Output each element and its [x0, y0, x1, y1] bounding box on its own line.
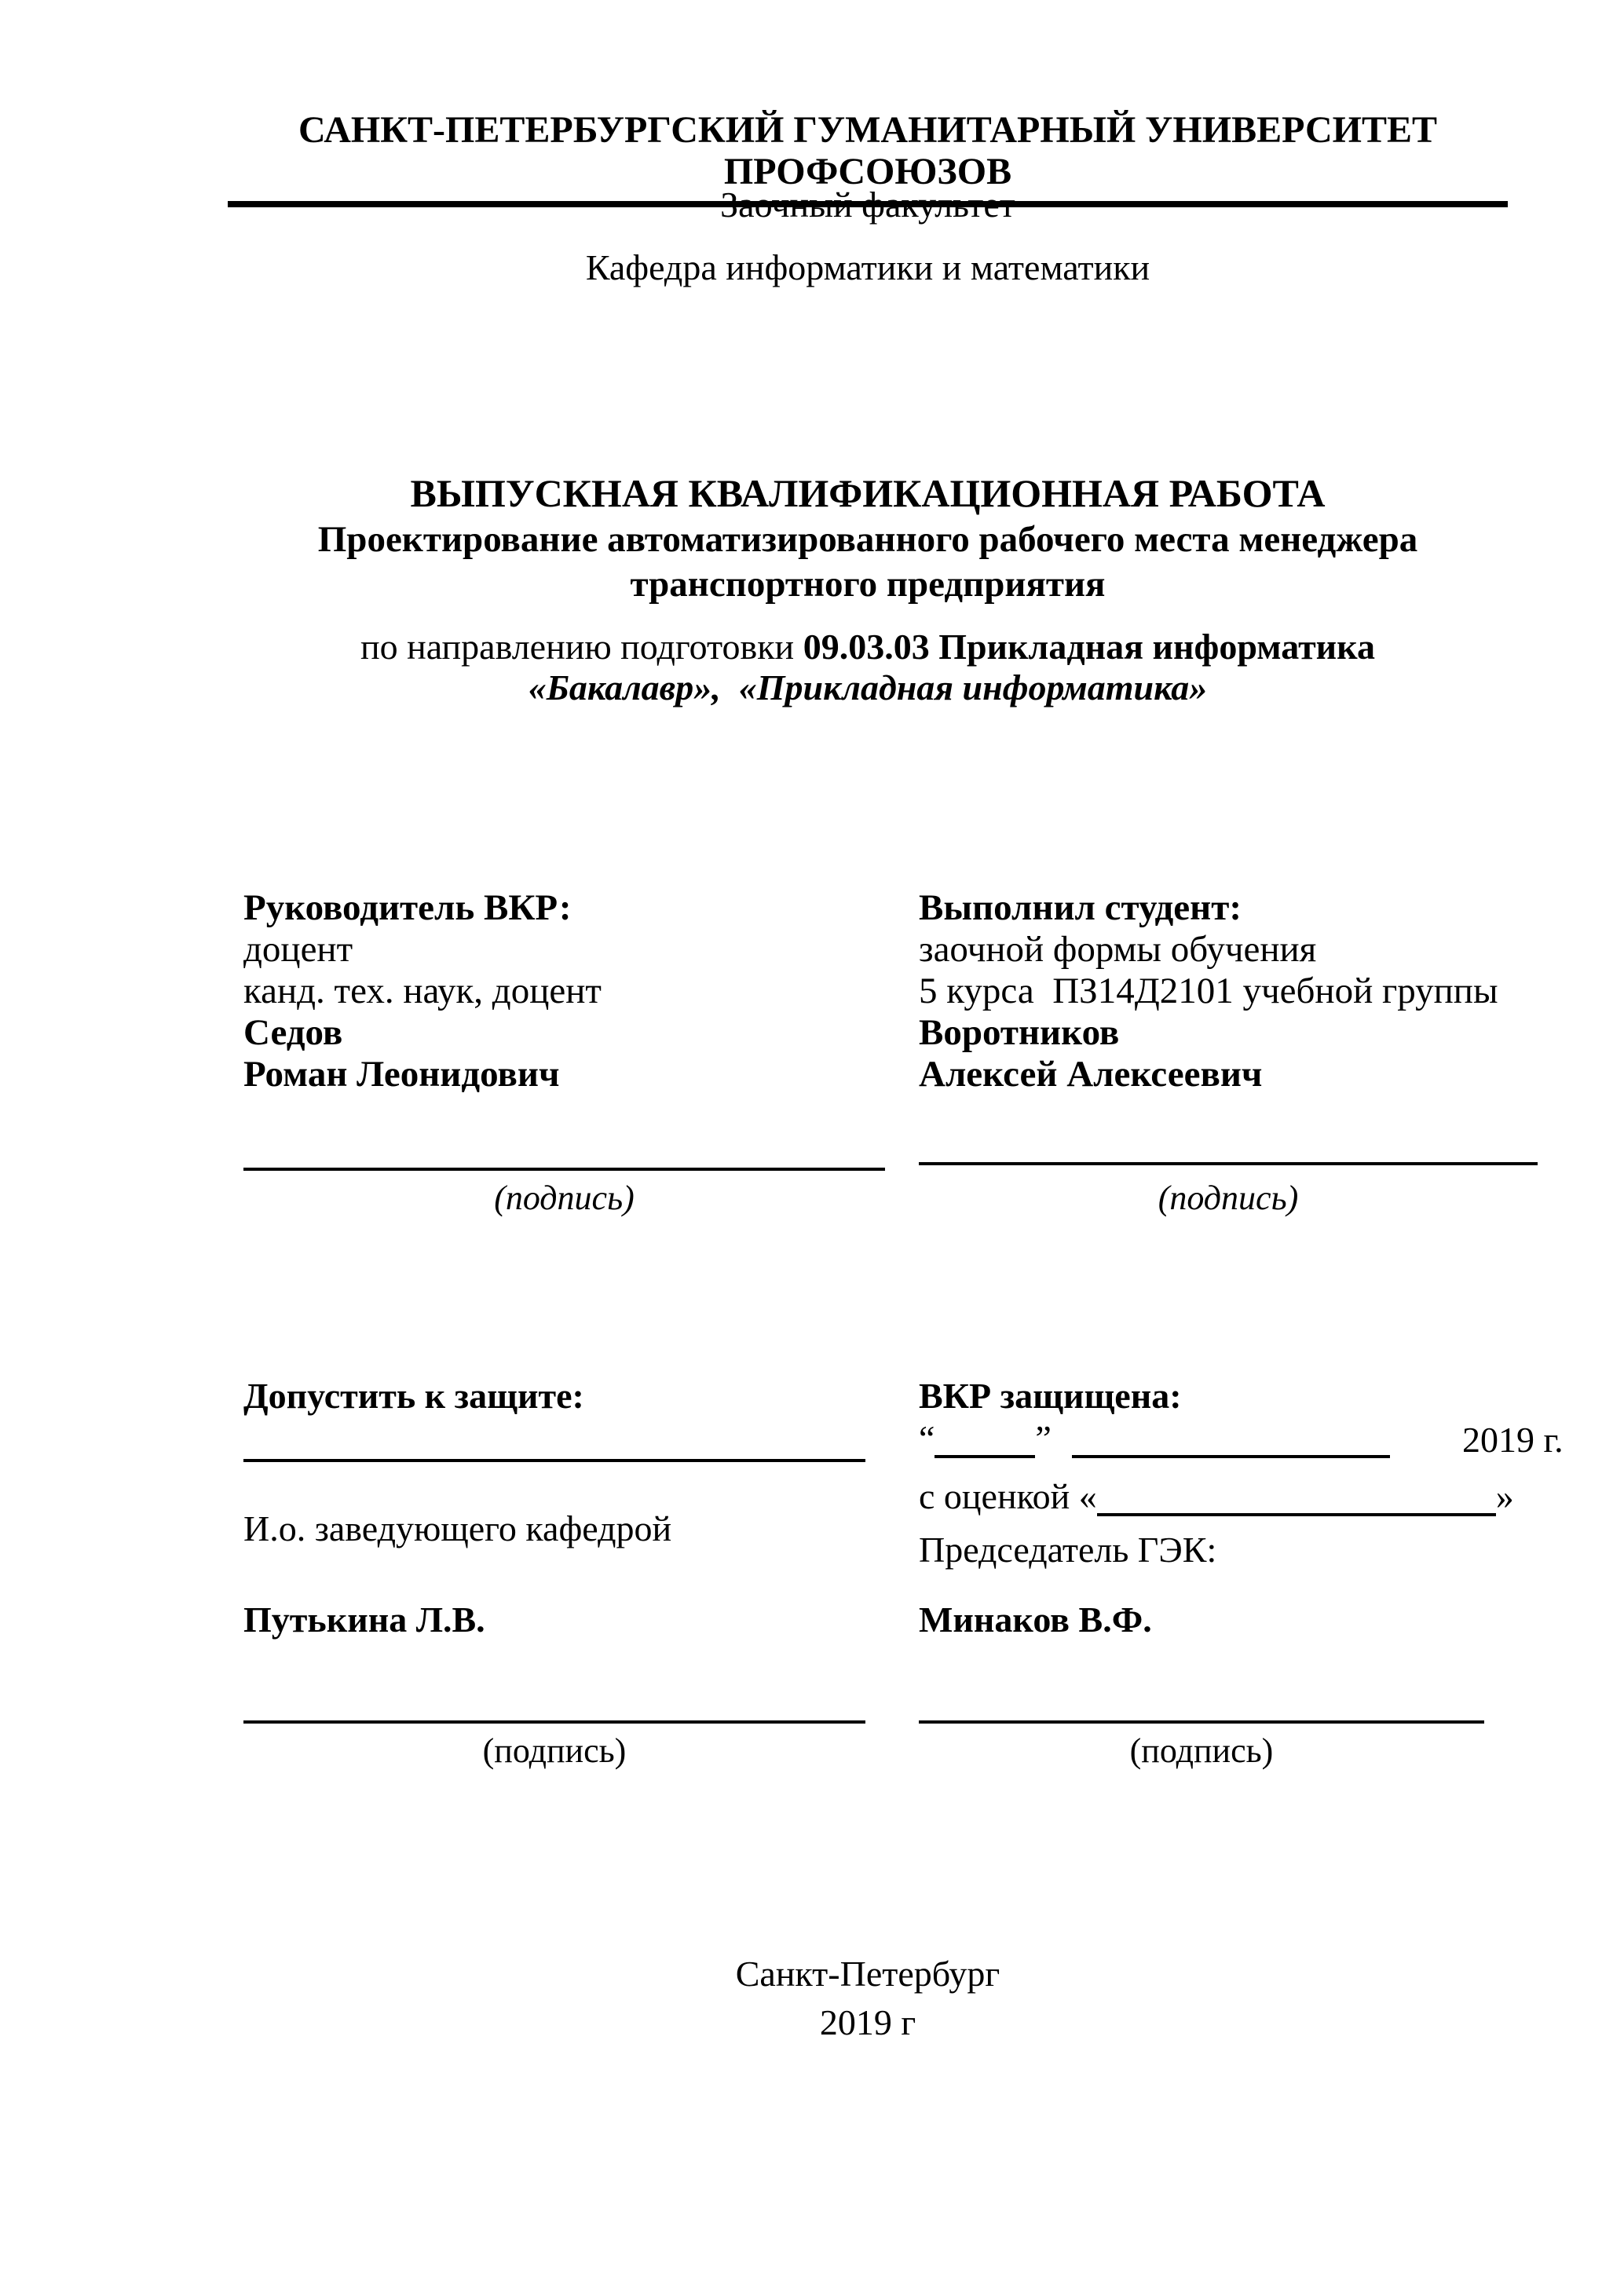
- chairman-signature-caption: (подпись): [1129, 1731, 1274, 1770]
- university-name: САНКТ-ПЕТЕРБУРГСКИЙ ГУМАНИТАРНЫЙ УНИВЕРСИТЕТ ПРОФСОЮЗОВ: [228, 110, 1508, 207]
- chairman-name: Минаков В.Ф.: [919, 1600, 1152, 1640]
- department-name: Кафедра информатики и математики: [585, 247, 1150, 287]
- study-direction: [228, 627, 1508, 667]
- supervisor-label: Руководитель ВКР:: [243, 887, 572, 928]
- admission-label: Допустить к защите:: [243, 1376, 584, 1416]
- work-type-title: ВЫПУСКНАЯ КВАЛИФИКАЦИОННАЯ РАБОТА: [410, 471, 1326, 515]
- defense-year: 2019 г.: [1462, 1420, 1564, 1460]
- supervisor-signature-caption: (подпись): [494, 1179, 635, 1217]
- chairman-label: Председатель ГЭК:: [919, 1530, 1217, 1570]
- student-name: Алексей Алексеевич: [919, 1054, 1263, 1095]
- defense-label: ВКР защищена:: [919, 1376, 1182, 1416]
- supervisor-signature-line: [243, 1168, 885, 1171]
- admission-name: Путькина Л.В.: [243, 1600, 485, 1640]
- work-topic-line2: транспортного предприятия: [630, 564, 1106, 605]
- student-study-form: заочной формы обучения: [919, 929, 1317, 970]
- footer-city: Санкт-Петербург: [735, 1954, 1000, 1994]
- study-direction-code: 09.03.03 Прикладная информатика: [803, 627, 1375, 667]
- defense-date-row: [919, 1418, 1390, 1460]
- defense-month-blank: [1072, 1424, 1390, 1458]
- footer-year: 2019 г: [819, 2002, 916, 2042]
- chairman-signature-line: [919, 1720, 1484, 1724]
- qualification-line: «Бакалавр», «Прикладная информатика»: [528, 667, 1208, 707]
- admission-blank-line: [243, 1459, 865, 1462]
- supervisor-position: доцент: [243, 929, 353, 970]
- supervisor-degree: канд. тех. наук, доцент: [243, 971, 602, 1011]
- supervisor-name: Роман Леонидович: [243, 1054, 560, 1095]
- student-block: [919, 887, 1578, 1095]
- supervisor-block: [243, 887, 895, 1095]
- student-signature-caption: (подпись): [1158, 1179, 1299, 1217]
- student-surname: Воротников: [919, 1012, 1120, 1053]
- defense-date-close-quote: ”: [1035, 1418, 1052, 1458]
- defense-date-open-quote: “: [919, 1418, 935, 1458]
- defense-grade-prefix: с оценкой «: [919, 1476, 1097, 1516]
- admission-signature-caption: (подпись): [482, 1731, 627, 1770]
- student-label: Выполнил студент:: [919, 887, 1242, 928]
- admission-role: И.о. заведующего кафедрой: [243, 1508, 672, 1548]
- study-direction-prefix: по направлению подготовки: [360, 627, 803, 667]
- defense-date-blank: [935, 1424, 1035, 1458]
- student-signature-line: [919, 1162, 1538, 1165]
- defense-grade-row: [919, 1476, 1514, 1518]
- work-topic-line1: Проектирование автоматизированного рабочего места менеджера: [317, 519, 1418, 560]
- defense-grade-blank: [1097, 1482, 1496, 1516]
- admission-signature-line: [243, 1720, 865, 1724]
- defense-grade-close-quote: »: [1495, 1476, 1514, 1516]
- student-group: 5 курса ПЗ14Д2101 учебной группы: [919, 971, 1498, 1011]
- faculty-name: Заочный факультет: [720, 185, 1015, 225]
- supervisor-surname: Седов: [243, 1012, 343, 1053]
